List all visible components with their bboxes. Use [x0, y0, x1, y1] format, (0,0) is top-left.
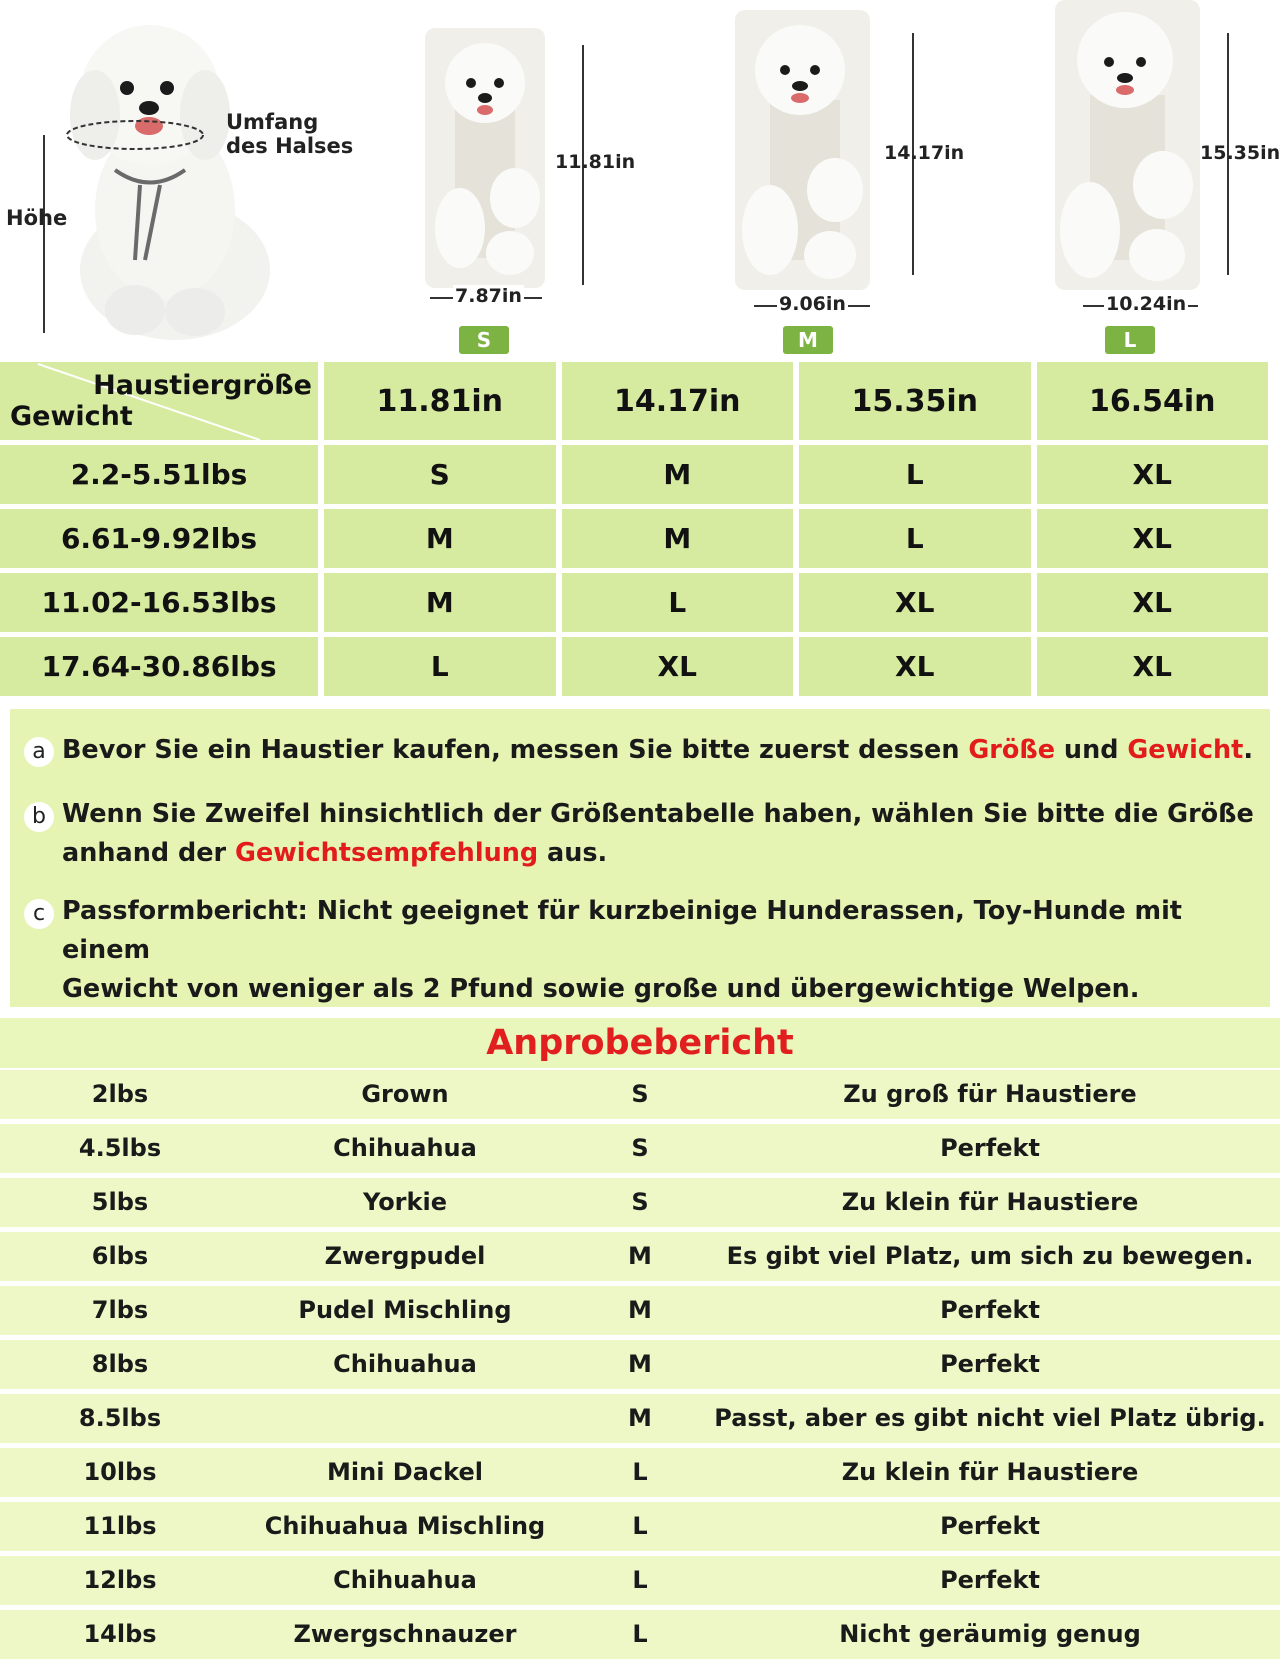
weight-range: 11.02-16.53lbs: [0, 573, 318, 632]
note-b-highlight: Gewichtsempfehlung: [235, 838, 539, 868]
report-result: Es gibt viel Platz, um sich zu bewegen.: [726, 1242, 1254, 1270]
report-size: S: [631, 1188, 649, 1216]
size-cell: L: [562, 573, 794, 632]
note-a-highlight-size: Größe: [968, 735, 1056, 765]
size-cell: XL: [562, 637, 794, 696]
report-row: [0, 1610, 1280, 1659]
size-table-row: [0, 637, 1268, 696]
carrier-l-badge: L: [1105, 326, 1155, 354]
size-cell: L: [324, 637, 556, 696]
report-row: [0, 1232, 1280, 1281]
report-row: [0, 1070, 1280, 1119]
report-result: Nicht geräumig genug: [839, 1620, 1141, 1648]
report-breed: Mini Dackel: [327, 1458, 483, 1486]
report-result: Zu klein für Haustiere: [841, 1188, 1139, 1216]
report-weight: 7lbs: [91, 1296, 149, 1324]
report-result: Perfekt: [940, 1350, 1040, 1378]
report-size: L: [632, 1512, 648, 1540]
carrier-s-height: 11.81in: [555, 151, 636, 173]
report-weight: 8lbs: [91, 1350, 149, 1378]
size-cell: M: [324, 573, 556, 632]
dog-illustration: [55, 20, 295, 340]
height-line: [43, 135, 45, 333]
report-row: [0, 1340, 1280, 1389]
report-result: Zu groß für Haustiere: [843, 1080, 1137, 1108]
size-cell: XL: [1037, 637, 1269, 696]
carrier-l-width: 10.24in: [1106, 293, 1187, 315]
note-c-bullet: c: [24, 899, 54, 929]
report-weight: 2lbs: [91, 1080, 149, 1108]
report-weight: 12lbs: [83, 1566, 157, 1594]
report-breed: Grown: [361, 1080, 449, 1108]
note-b: [62, 795, 1254, 873]
carrier-m-illustration: [725, 10, 880, 300]
report-weight: 4.5lbs: [78, 1134, 162, 1162]
report-title: Anprobebericht: [0, 1018, 1280, 1068]
report-size: L: [632, 1458, 648, 1486]
size-table-header-row: [0, 362, 1268, 440]
height-header: 16.54in: [1037, 362, 1269, 440]
height-header: 15.35in: [799, 362, 1031, 440]
report-row: [0, 1556, 1280, 1605]
report-breed: Yorkie: [363, 1188, 447, 1216]
size-table-row: [0, 509, 1268, 568]
report-row: [0, 1448, 1280, 1497]
carrier-s-illustration: [415, 28, 555, 298]
report-result: Perfekt: [940, 1296, 1040, 1324]
note-b-text: aus.: [538, 838, 608, 868]
note-a-bullet: a: [24, 737, 54, 767]
neck-label-line1: Umfang: [226, 110, 319, 134]
notes-panel: [10, 709, 1270, 1007]
note-c: [62, 892, 1270, 1009]
size-cell: M: [562, 445, 794, 504]
size-table-corner: [0, 362, 318, 440]
report-result: Perfekt: [940, 1512, 1040, 1540]
report-breed: Chihuahua Mischling: [264, 1512, 546, 1540]
report-breed: Chihuahua: [333, 1134, 477, 1162]
report-weight: 6lbs: [91, 1242, 149, 1270]
height-label: Höhe: [6, 206, 68, 230]
size-cell: S: [324, 445, 556, 504]
size-table: [0, 357, 1274, 701]
report-size: M: [628, 1350, 652, 1378]
report-size: M: [628, 1404, 652, 1432]
report-breed: Chihuahua: [333, 1350, 477, 1378]
note-a-text: und: [1055, 735, 1128, 765]
size-cell: XL: [799, 573, 1031, 632]
note-c-line2: Gewicht von weniger als 2 Pfund sowie große und übergewichtige Welpen.: [62, 974, 1140, 1004]
size-cell: XL: [1037, 445, 1269, 504]
report-breed: Chihuahua: [333, 1566, 477, 1594]
size-table-row: [0, 573, 1268, 632]
neck-label-line2: des Halses: [226, 134, 354, 158]
carrier-m-badge: M: [783, 326, 833, 354]
report-size: S: [631, 1080, 649, 1108]
note-a-highlight-weight: Gewicht: [1127, 735, 1244, 765]
report-breed: Zwergschnauzer: [293, 1620, 517, 1648]
note-b-line2: [62, 834, 1254, 873]
report-size: L: [632, 1620, 648, 1648]
size-cell: M: [562, 509, 794, 568]
report-weight: 8.5lbs: [78, 1404, 162, 1432]
size-cell: L: [799, 509, 1031, 568]
size-cell: M: [324, 509, 556, 568]
report-weight: 14lbs: [83, 1620, 157, 1648]
carrier-s-width: 7.87in: [455, 285, 522, 307]
size-cell: XL: [1037, 573, 1269, 632]
report-size: L: [632, 1566, 648, 1594]
carrier-l-illustration: [1045, 0, 1210, 300]
neck-circumference-marker: [60, 115, 210, 155]
size-cell: XL: [799, 637, 1031, 696]
report-row: [0, 1178, 1280, 1227]
report-weight: 11lbs: [83, 1512, 157, 1540]
report-result: Perfekt: [940, 1566, 1040, 1594]
size-cell: L: [799, 445, 1031, 504]
report-size: S: [631, 1134, 649, 1162]
weight-range: 2.2-5.51lbs: [0, 445, 318, 504]
carrier-l-height: 15.35in: [1200, 142, 1280, 164]
report-size: M: [628, 1296, 652, 1324]
note-b-line1: Wenn Sie Zweifel hinsichtlich der Größentabelle haben, wählen Sie bitte die Größe: [62, 799, 1254, 829]
report-row: [0, 1394, 1280, 1443]
neck-label: [226, 110, 353, 158]
report-breed: Zwergpudel: [324, 1242, 486, 1270]
corner-header-weight: Gewicht: [10, 401, 133, 432]
report-size: M: [628, 1242, 652, 1270]
report-table: [0, 1070, 1280, 1664]
report-row: [0, 1124, 1280, 1173]
carrier-s-badge: S: [459, 326, 509, 354]
report-row: [0, 1286, 1280, 1335]
height-header: 11.81in: [324, 362, 556, 440]
report-weight: 10lbs: [83, 1458, 157, 1486]
carrier-m-height: 14.17in: [884, 142, 965, 164]
report-result: Zu klein für Haustiere: [841, 1458, 1139, 1486]
note-b-bullet: b: [24, 802, 54, 832]
note-b-text: anhand der: [62, 838, 236, 868]
report-weight: 5lbs: [91, 1188, 149, 1216]
size-table-row: [0, 445, 1268, 504]
report-result: Passt, aber es gibt nicht viel Platz übrig.: [714, 1404, 1266, 1432]
weight-range: 17.64-30.86lbs: [0, 637, 318, 696]
size-diagram: [0, 0, 1280, 355]
note-a-text: Bevor Sie ein Haustier kaufen, messen Sie bitte zuerst dessen: [62, 735, 969, 765]
note-c-line1: Passformbericht: Nicht geeignet für kurzbeinige Hunderassen, Toy-Hunde mit einem: [62, 896, 1182, 965]
height-header: 14.17in: [562, 362, 794, 440]
report-result: Perfekt: [940, 1134, 1040, 1162]
report-breed: Pudel Mischling: [298, 1296, 512, 1324]
carrier-m-width: 9.06in: [779, 293, 846, 315]
weight-range: 6.61-9.92lbs: [0, 509, 318, 568]
note-a-text: .: [1243, 735, 1254, 765]
report-row: [0, 1502, 1280, 1551]
note-a: [62, 731, 1253, 770]
corner-header-size: Haustiergröße: [93, 370, 312, 401]
size-cell: XL: [1037, 509, 1269, 568]
